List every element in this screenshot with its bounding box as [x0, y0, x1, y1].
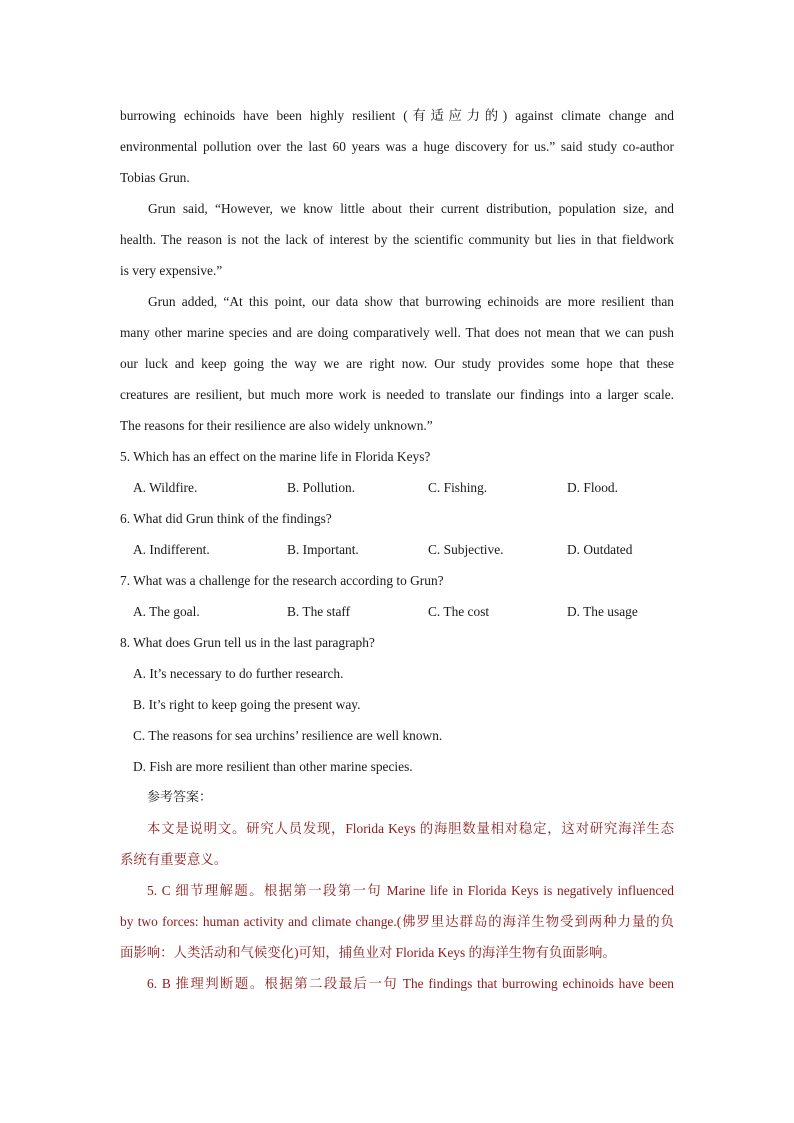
question-7-options [120, 596, 674, 627]
text-line: environmental pollution over the last 60 years was a huge discovery for us.” said study co-author [120, 139, 674, 154]
option-c: C. Subjective. [428, 542, 504, 557]
passage-paragraph-3 [120, 286, 674, 441]
text-line: 本文是说明文。研究人员发现，Florida Keys 的海胆数量相对稳定，这对研究海洋生态 [147, 821, 674, 836]
text-line: by two forces: human activity and climate change.(佛罗里达群岛的海洋生物受到两种力量的负 [120, 914, 674, 929]
option-c: C. The reasons for sea urchins’ resilience are well known. [133, 728, 443, 743]
document-page [120, 100, 674, 999]
option-d: D. Outdated [567, 542, 633, 557]
text-line: 5. C 细节理解题。根据第一段第一句 Marine life in Florida Keys is negatively influenced [147, 883, 674, 898]
answer-explanation-6 [120, 968, 674, 999]
text-line: our luck and keep going the way we are right now. Our study provides some hope that these [120, 356, 674, 371]
text-line: burrowing echinoids have been highly resilient (有适应力的) against climate change and [120, 108, 674, 123]
answer-summary [120, 813, 674, 875]
option-a: A. It’s necessary to do further research. [133, 666, 344, 681]
question-8-stem: 8. What does Grun tell us in the last paragraph? [120, 635, 375, 650]
passage-paragraph-2 [120, 193, 674, 286]
question-5-stem: 5. Which has an effect on the marine life in Florida Keys? [120, 449, 431, 464]
text-line: health. The reason is not the lack of interest by the scientific community but lies in that fieldwork [120, 232, 674, 247]
question-6-options [120, 534, 674, 565]
passage-paragraph-1 [120, 100, 674, 193]
text-line: many other marine species and are doing comparatively well. That does not mean that we can push [120, 325, 674, 340]
text-line: is very expensive.” [120, 263, 223, 278]
text-line: Tobias Grun. [120, 170, 190, 185]
option-a: A. Wildfire. [133, 480, 198, 495]
option-c: C. Fishing. [428, 480, 488, 495]
question-7-stem: 7. What was a challenge for the research according to Grun? [120, 573, 444, 588]
text-line: 6. B 推理判断题。根据第二段最后一句 The findings that burrowing echinoids have been [147, 976, 674, 991]
question-6-stem: 6. What did Grun think of the findings? [120, 511, 332, 526]
text-line: creatures are resilient, but much more work is needed to translate our findings into a larger scale. [120, 387, 674, 402]
option-b: B. Pollution. [287, 480, 356, 495]
answer-key-header: 参考答案： [147, 790, 213, 805]
text-line: Grun added, “At this point, our data show that burrowing echinoids are more resilient than [148, 294, 674, 309]
text-line: The reasons for their resilience are also widely unknown.” [120, 418, 433, 433]
option-b: B. The staff [287, 604, 351, 619]
text-line: 系统有重要意义。 [120, 852, 228, 867]
text-line: 面影响：人类活动和气候变化)可知，捕鱼业对 Florida Keys 的海洋生物有负面影响。 [120, 945, 616, 960]
option-a: A. The goal. [133, 604, 200, 619]
text-line: Grun said, “However, we know little about their current distribution, population size, and [148, 201, 674, 216]
option-a: A. Indifferent. [133, 542, 210, 557]
option-d: D. Flood. [567, 480, 618, 495]
option-b: B. Important. [287, 542, 359, 557]
option-d: D. Fish are more resilient than other marine species. [133, 759, 413, 774]
answer-explanation-5 [120, 875, 674, 968]
question-5-options [120, 472, 674, 503]
option-d: D. The usage [567, 604, 638, 619]
option-b: B. It’s right to keep going the present way. [133, 697, 361, 712]
option-c: C. The cost [428, 604, 490, 619]
